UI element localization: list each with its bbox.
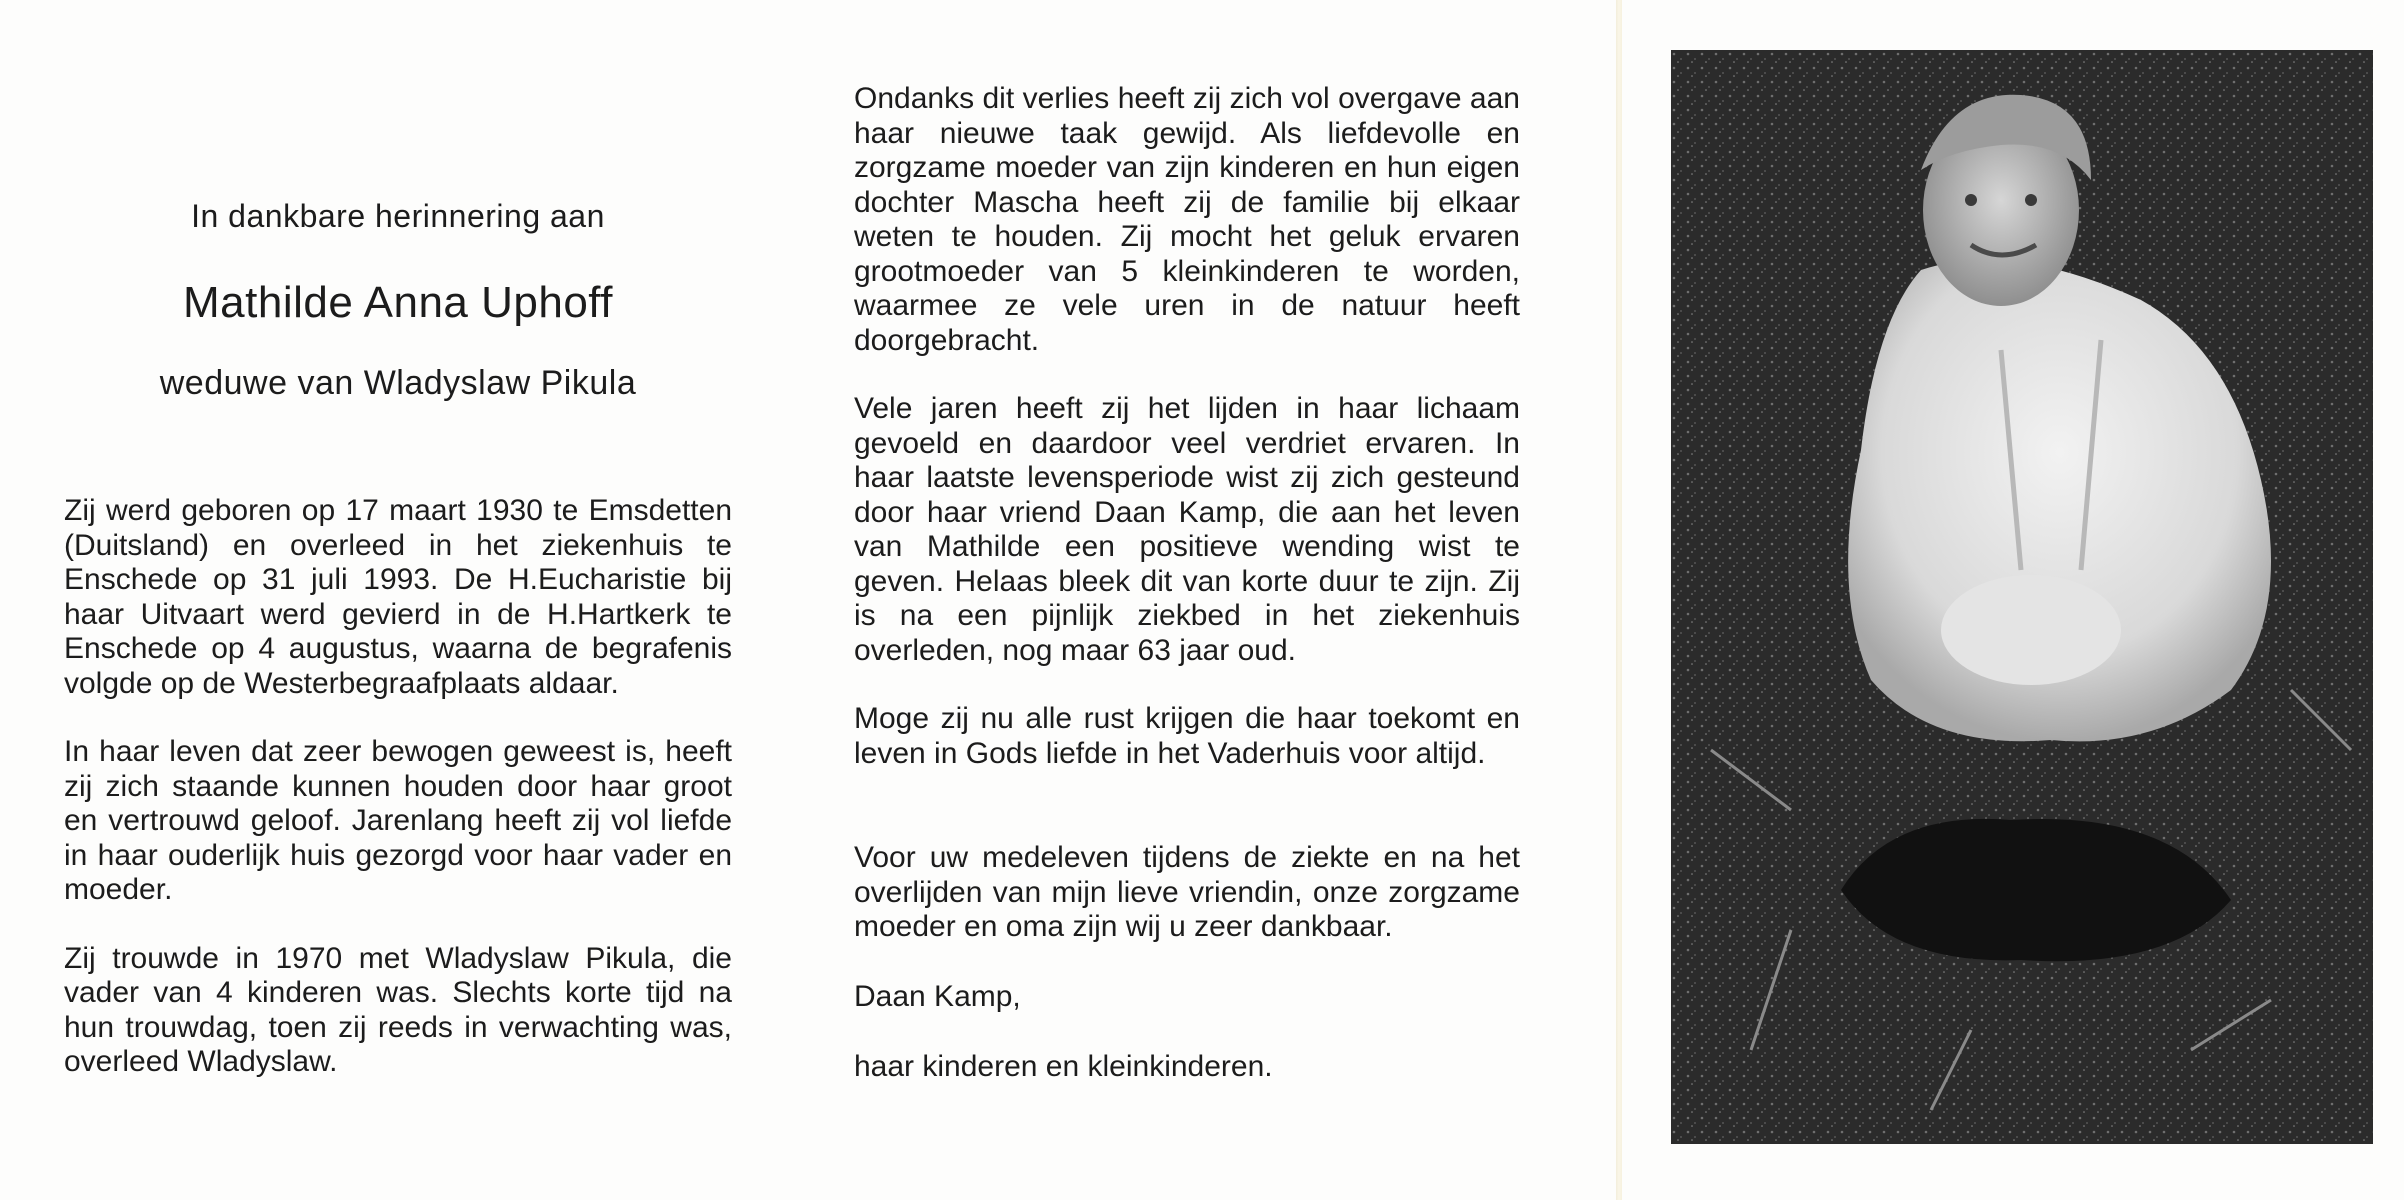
spacer [854, 805, 1520, 841]
intro-line: In dankbare herinnering aan [191, 198, 605, 234]
prayer-paragraph: Moge zij nu alle rust krijgen die haar toekomt en leven in Gods liefde in het Vaderhuis voor altijd. [854, 702, 1520, 770]
birth-death-paragraph: Zij werd geboren op 17 maart 1930 te Emsdetten (Duitsland) en overleed in het ziekenhuis te Enschede op 31 juli 1993. De H.Eucharistie bij haar Uitvaart werd gevierd in de H.Hartkerk te Enschede op 4 augustus, waarna de begrafenis volgde op de Westerbegraafplaats aldaar. [64, 494, 732, 700]
signature-line-1: Daan Kamp, [854, 979, 1021, 1013]
card-fold [1616, 0, 1622, 1200]
middle-text-column [854, 82, 1520, 1119]
hands [1941, 575, 2121, 685]
widow-line: weduwe van Wladyslaw Pikula [159, 364, 637, 402]
left-eye [1965, 194, 1977, 206]
deceased-name: Mathilde Anna Uphoff [183, 278, 613, 327]
marriage-paragraph: Zij trouwde in 1970 met Wladyslaw Pikula, die vader van 4 kinderen was. Slechts korte tijd na hun trouwdag, toen zij reeds in verwachting was, overleed Wladyslaw. [64, 941, 732, 1078]
signature-line-2: haar kinderen en kleinkinderen. [854, 1049, 1273, 1083]
right-eye [2025, 194, 2037, 206]
family-paragraph: Ondanks dit verlies heeft zij zich vol overgave aan haar nieuwe taak gewijd. Als liefdevolle en zorgzame moeder van zijn kinderen en hun eigen dochter Mascha heeft zij de familie bij elkaar weten te houden. Zij mocht het geluk ervaren grootmoeder van 5 kleinkinderen te worden, waarmee ze vele uren in de natuur heeft doorgebracht. [854, 82, 1520, 357]
left-text-column [64, 494, 732, 1114]
portrait-photo [1671, 50, 2373, 1144]
portrait-illustration [1671, 50, 2373, 1144]
life-paragraph: In haar leven dat zeer bewogen geweest is, heeft zij zich staande kunnen houden door haar groot en vertrouwd geloof. Jarenlang heeft zij vol liefde in haar ouderlijk huis gezorgd voor haar vader en moeder. [64, 735, 732, 906]
thanks-paragraph: Voor uw medeleven tijdens de ziekte en na het overlijden van mijn lieve vriendin, onze zorgzame moeder en oma zijn wij u zeer dankbaar. [854, 841, 1520, 943]
illness-paragraph: Vele jaren heeft zij het lijden in haar lichaam gevoeld en daardoor veel verdriet ervaren. In haar laatste levensperiode wist zij zich gesteund door haar vriend Daan Kamp, die aan het leven van Mathilde een positieve wending wist te geven. Helaas bleek dit van korte duur te zijn. Zij is na een pijnlijk ziekbed in het ziekenhuis overleden, nog maar 63 jaar oud. [854, 392, 1520, 667]
